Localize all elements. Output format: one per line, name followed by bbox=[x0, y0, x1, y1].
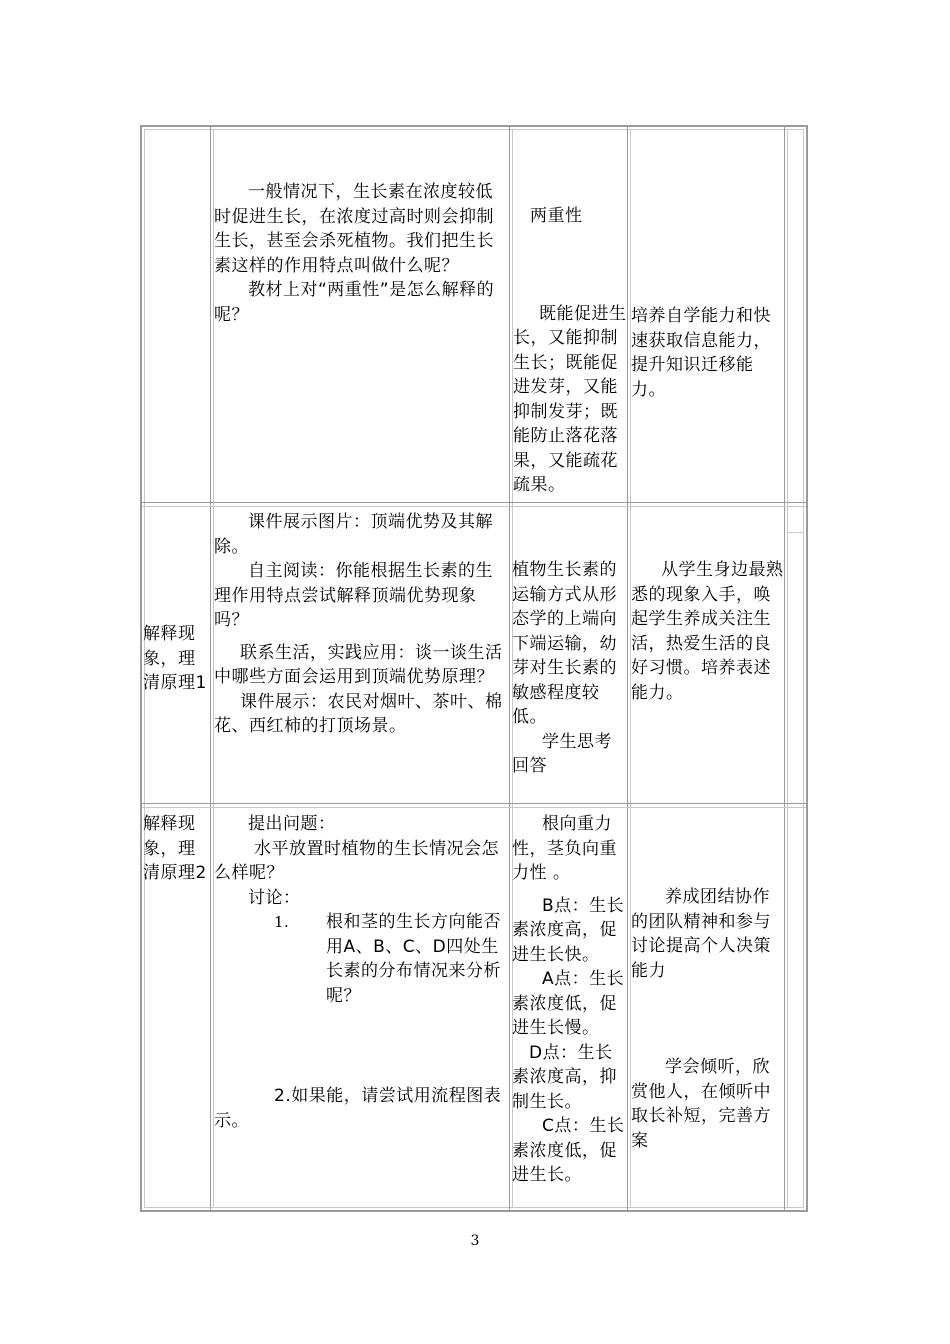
paragraph: A点：生长素浓度低，促进生长慢。 bbox=[512, 969, 625, 1038]
paragraph: D点：生长素浓度高，抑制生长。 bbox=[512, 1042, 617, 1112]
column-divider bbox=[784, 127, 785, 1210]
row-divider bbox=[788, 532, 804, 533]
paragraph: 根和茎的生长方向能否用A、B、C、D四处生长素的分布情况来分析呢？ bbox=[326, 912, 501, 1006]
row2-student-cell bbox=[512, 558, 628, 779]
row1-intent-cell bbox=[631, 304, 784, 402]
paragraph: 两重性 bbox=[530, 206, 583, 226]
paragraph: 一般情况下，生长素在浓度较低时促进生长，在浓度过高时则会抑制生长，甚至会杀死植物。我们把生长素这样的作用特点叫做什么呢？ bbox=[214, 182, 494, 276]
paragraph: 养成团结协作的团队精神和参与讨论提高个人决策能力 bbox=[631, 887, 771, 981]
paragraph: 自主阅读：你能根据生长素的生理作用特点尝试解释顶端优势现象吗？ bbox=[214, 561, 493, 630]
paragraph: 联系生活，实践应用：谈一谈生活中哪些方面会运用到顶端优势原理？ bbox=[214, 642, 503, 687]
paragraph: 教材上对“两重性”是怎么解释的呢？ bbox=[214, 280, 495, 325]
paragraph: 课件展示图片：顶端优势及其解除。 bbox=[214, 512, 493, 557]
paragraph: 学生思考回答 bbox=[512, 731, 612, 776]
paragraph: 根向重力性，茎负向重力性 。 bbox=[512, 814, 617, 883]
row3-stage-cell bbox=[143, 812, 211, 886]
paragraph: 水平放置时植物的生长情况会怎么样呢？ bbox=[214, 838, 499, 883]
paragraph: 培养自学能力和快速获取信息能力，提升知识迁移能力。 bbox=[631, 306, 771, 400]
row1-activity-cell bbox=[214, 180, 508, 327]
paragraph: B点：生长素浓度高，促进生长快。 bbox=[512, 895, 625, 965]
stage-label: 解释现象，理清原理1 bbox=[143, 624, 207, 693]
stage-label: 解释现象，理清原理2 bbox=[143, 814, 207, 883]
row3-student-cell bbox=[512, 812, 628, 1188]
paragraph: 从学生身边最熟悉的现象入手，唤起学生养成关注生活，热爱生活的良好习惯。培养表述能力。 bbox=[631, 560, 784, 703]
row2-stage-cell bbox=[143, 622, 211, 696]
paragraph: 植物生长素的运输方式从形态学的上端向下端运输，幼芽对生长素的敏感程度较低。 bbox=[512, 560, 617, 727]
paragraph: 学会倾听，欣赏他人，在倾听中取长补短，完善方案 bbox=[631, 1057, 771, 1151]
row-divider bbox=[142, 502, 806, 503]
paragraph: 课件展示：农民对烟叶、茶叶、棉花、西红柿的打顶场景。 bbox=[214, 691, 503, 736]
row3-activity-cell bbox=[214, 812, 508, 1133]
paragraph: 既能促进生长，又能抑制生长；既能促进发芽，又能抑制发芽；既能防止落花落果，又能疏花疏果。 bbox=[513, 303, 627, 495]
row1-student-cell bbox=[513, 204, 627, 498]
row2-activity-cell bbox=[214, 510, 508, 739]
paragraph: 2.如果能，请尝试用流程图表示。 bbox=[214, 1086, 502, 1131]
row2-intent-cell bbox=[631, 558, 784, 705]
column-divider bbox=[509, 127, 510, 1210]
row3-intent-cell bbox=[631, 885, 784, 1153]
row-divider bbox=[142, 807, 806, 808]
paragraph: 提出问题： bbox=[248, 814, 336, 834]
row-divider bbox=[142, 803, 806, 804]
column-divider bbox=[787, 129, 788, 1208]
numbered-item bbox=[214, 910, 508, 1008]
row-divider bbox=[142, 506, 806, 507]
list-number: 1. bbox=[274, 913, 290, 931]
paragraph: C点：生长素浓度低，促进生长。 bbox=[512, 1116, 625, 1185]
page-number: 3 bbox=[470, 1233, 480, 1249]
paragraph: 讨论： bbox=[248, 887, 301, 908]
